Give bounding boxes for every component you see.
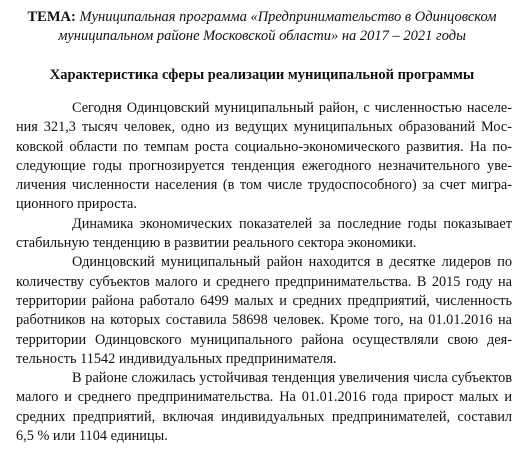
topic-text: Муниципальная программа «Предпринимательство в Одинцовском муниципальном районе Московской области» на 2017 – 2021 годы	[58, 9, 497, 44]
paragraph-growth-trend: В районе сложилась устойчивая тенденция увеличения числа субъектов малого и среднего предпринимательства. На 01.01.2016 года прирост малых и средних предприятий, включая индивидуальных предпринимателей, составил 6,5 % или 1104 единицы.	[16, 370, 512, 445]
section-title: Характеристика сферы реализации муниципальной программы	[49, 67, 475, 83]
topic-label: ТЕМА:	[27, 9, 76, 25]
paragraph-dynamics: Динамика экономических показателей за последние годы показывает стабильную тенденцию в развитии реального сектора экономики.	[16, 215, 512, 252]
document-topic	[14, 8, 510, 46]
paragraph-business-leaders: Одинцовский муниципальный район находится в десятке лидеров по количеству субъектов малого и среднего предпринимательства. В 2015 году на территории района работало 6499 малых и средних предприятий, численность работников на которых составила 58698 человек. Кроме того, на 01.01.2016 на территории Одинцовского муниципального района осуществляли свою деятельность 11542 индивидуальных предпринимателя.	[16, 254, 512, 367]
paragraph-population: Сегодня Одинцовский муниципальный район, с численностью населения 321,3 тысяч человек, одно из ведущих муниципальных образований Московской области по темпам роста социально-экономического развития. На последующие годы прогнозируется тенденция ежегодного незначительного увеличения численности населения (в том числе трудоспособного) за счет миграционного прироста.	[16, 100, 512, 213]
